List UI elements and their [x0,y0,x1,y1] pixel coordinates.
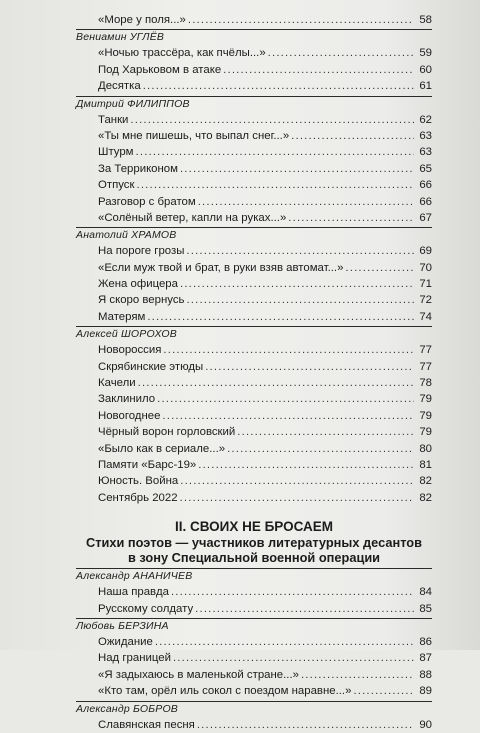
page-number: 79 [419,426,432,439]
dot-leader [180,473,414,489]
toc-entry [76,584,432,600]
dot-leader [186,292,414,308]
page-number: 81 [419,458,432,471]
entry-title: «Было как в сериале...» [98,442,226,455]
entry-title: Славянская песня [98,718,195,731]
entry-title: Сентябрь 2022 [98,491,178,504]
page-number: 63 [419,146,432,159]
entry-title: «Солёный ветер, капли на руках...» [98,211,287,224]
entry-title: За Терриконом [98,162,178,175]
dot-leader [205,359,414,375]
toc-entry [76,292,432,308]
section-subtitle-line-1: Стихи поэтов — участников литературных десантов [86,535,422,551]
page-number: 74 [419,310,432,323]
entry-title: Наша правда [98,586,169,599]
toc-entry [76,243,432,259]
dot-leader [173,650,414,666]
toc-entry [76,194,432,210]
dot-leader [163,342,414,358]
toc-entry [76,260,432,276]
author-name: Алексей ШОРОХОВ [76,326,432,342]
dot-leader [301,667,414,683]
page-number: 58 [419,14,432,26]
page-number: 86 [419,635,432,648]
toc-entry [76,309,432,325]
toc-entry [76,441,432,457]
toc-entry [76,342,432,358]
toc-entry [76,177,432,193]
dot-leader [237,424,414,440]
page-number: 60 [419,63,432,76]
entry-title: Я скоро вернусь [98,294,185,307]
dot-leader [147,309,414,325]
page-number: 66 [419,195,432,208]
entry-title: «Я задыхаюсь в маленькой стране...» [98,668,299,681]
dot-leader [288,210,414,226]
page-number: 61 [419,80,432,93]
dot-leader [195,601,414,617]
dot-leader [188,12,414,28]
page-number: 78 [419,377,432,390]
toc-entry [76,62,432,78]
toc-entry [76,78,432,94]
entry-title: «Ты мне пишешь, что выпал снег...» [98,129,290,142]
dot-leader [143,78,414,94]
page-number: 72 [419,294,432,307]
page-number: 66 [419,179,432,192]
toc-entry [76,408,432,424]
entry-title: «Если муж твой и брат, в руки взяв автомат...» [98,261,344,274]
dot-leader [137,177,415,193]
toc-entry [76,717,432,733]
toc-entry [76,473,432,489]
entry-title: Разговор с братом [98,195,196,208]
toc-entry [76,276,432,292]
entry-title: «Кто там, орёл иль сокол с поездом наравне...» [98,685,352,698]
section-subtitle-line-2: в зону Специальной военной операции [127,550,381,566]
toc-entry [76,128,432,144]
entry-title: Качели [98,377,136,390]
author-name: Анатолий ХРАМОВ [76,227,432,243]
dot-leader [136,144,414,160]
page-number: 82 [419,475,432,488]
dot-leader [162,408,414,424]
dot-leader [291,128,414,144]
entry-title: Отпуск [98,179,135,192]
dot-leader [268,45,414,61]
toc-entry [76,112,432,128]
entry-title: «Ночью трассёра, как пчёлы...» [98,47,266,60]
toc-entry [76,210,432,226]
entry-title: «Море у поля...» [98,14,186,26]
dot-leader [345,260,414,276]
entry-title: Русскому солдату [98,602,194,615]
entry-title: Танки [98,113,129,126]
page-number: 79 [419,409,432,422]
dot-leader [223,62,414,78]
entry-title: Жена офицера [98,278,178,291]
author-name: Александр АНАНИЧЕВ [76,568,432,584]
author-name: Любовь БЕРЗИНА [76,618,432,634]
entry-title: На пороге грозы [98,245,185,258]
page-number: 62 [419,113,432,126]
entry-title: Юность. Война [98,475,179,488]
toc-entry [76,424,432,440]
page-number: 82 [419,491,432,504]
dot-leader [198,457,414,473]
toc-entry [76,359,432,375]
entry-title: Над границей [98,652,171,665]
page-number: 77 [419,344,432,357]
dot-leader [130,112,414,128]
page-number: 70 [419,261,432,274]
page-number: 59 [419,47,432,60]
author-name: Александр БОБРОВ [76,701,432,717]
section-heading-block [76,518,432,565]
table-of-contents [76,12,432,733]
dot-leader [171,584,414,600]
author-name: Вениамин УГЛЁВ [76,29,432,45]
dot-leader [197,717,414,733]
entry-title: Новогоднее [98,409,161,422]
toc-entry [76,45,432,61]
toc-entry [76,457,432,473]
toc-entry [76,601,432,617]
toc-part-one [76,12,432,506]
dot-leader [353,683,414,699]
dot-leader [186,243,414,259]
page-number: 84 [419,586,432,599]
entry-title: Матерям [98,310,146,323]
page-number: 89 [419,685,432,698]
page-number: 77 [419,360,432,373]
toc-entry [76,650,432,666]
page-number: 71 [419,278,432,291]
page-number: 80 [419,442,432,455]
page-number: 69 [419,245,432,258]
toc-entry [76,161,432,177]
toc-entry [76,667,432,683]
dot-leader [227,441,414,457]
toc-entry [76,375,432,391]
toc-entry [76,634,432,650]
toc-entry [76,12,432,28]
entry-title: Скрябинские этюды [98,360,204,373]
dot-leader [180,490,414,506]
entry-title: Под Харьковом в атаке [98,63,222,76]
page-number: 79 [419,393,432,406]
dot-leader [180,276,414,292]
entry-title: Десятка [98,80,141,93]
page-number: 63 [419,129,432,142]
section-title: II. СВОИХ НЕ БРОСАЕМ [174,519,334,535]
page-number: 85 [419,602,432,615]
dot-leader [198,194,414,210]
page-number: 88 [419,668,432,681]
toc-part-two [76,568,432,733]
page-number: 90 [419,718,432,731]
toc-entry [76,490,432,506]
author-name: Дмитрий ФИЛИППОВ [76,96,432,112]
toc-entry [76,683,432,699]
entry-title: Чёрный ворон горловский [98,426,236,439]
entry-title: Памяти «Барс-19» [98,458,197,471]
entry-title: Заклинило [98,393,156,406]
dot-leader [155,634,414,650]
page-number: 65 [419,162,432,175]
page-number: 67 [419,211,432,224]
dot-leader [157,391,414,407]
entry-title: Новороссия [98,344,162,357]
entry-title: Ожидание [98,635,153,648]
page-number: 87 [419,652,432,665]
toc-entry [76,391,432,407]
dot-leader [180,161,414,177]
entry-title: Штурм [98,146,134,159]
toc-entry [76,144,432,160]
dot-leader [138,375,414,391]
